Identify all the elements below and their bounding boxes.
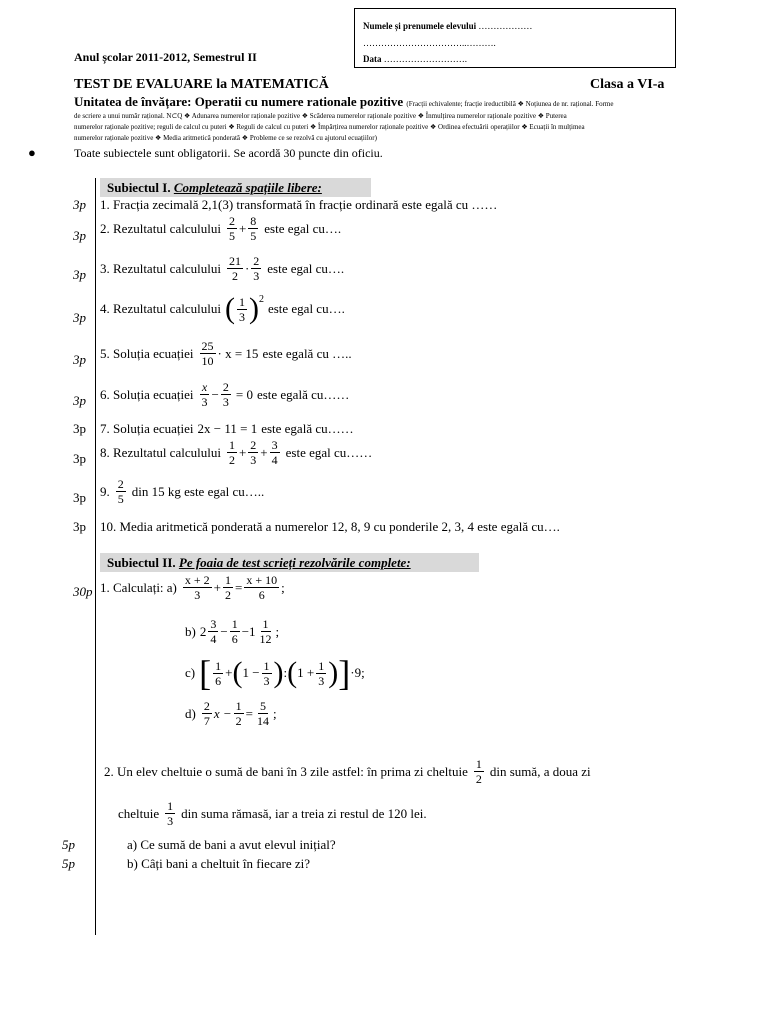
item-1-points: 3p [73, 197, 86, 212]
item-3-text: 3. Rezultatul calculului [100, 260, 221, 276]
ex2-mid: din sumă, a doua zi [489, 763, 591, 779]
item-6-points: 3p [73, 393, 86, 408]
item-6-post: este egală cu…… [256, 386, 350, 402]
school-year: Anul școlar 2011-2012, Semestrul II [74, 50, 257, 64]
ex2-line2-post: din suma rămasă, iar a treia zi restul de 120 lei. [181, 805, 427, 821]
item-10-points: 3p [73, 519, 86, 534]
student-info-box [354, 8, 676, 68]
ex1-d-label: d) [185, 705, 196, 721]
item-8-post: este egal cu…… [285, 444, 373, 460]
item-9-points: 3p [73, 490, 86, 505]
ex1-d: d) $\frac{2}{7}$ x − $\frac{1}{2}$ = $\frac{5}{14}$ ; [185, 699, 277, 728]
item-3-post: este egal cu…. [267, 260, 345, 276]
item-5-points: 3p [73, 352, 86, 367]
ex2-line-2: cheltuie $\frac{1}{3}$ din suma rămasă, iar a treia zi restul de 120 lei. [118, 799, 427, 828]
item-5-post: este egală cu ….. [262, 345, 352, 361]
ex1-label: 1. Calculați: a) [100, 579, 177, 595]
unit-line [74, 94, 613, 110]
item-6-text: 6. Soluția ecuației [100, 386, 194, 402]
unit-topics-4: numerelor raționale pozitive ❖ Media aritmetică ponderată ❖ Probleme ce se rezolvă cu ajutorul ecuațiilor) [74, 134, 377, 142]
unit-topics-2: de scriere a unui număr rațional. N⊂Q ❖ Adunarea numerelor raționale pozitive ❖ Scăderea numerelor raționale pozitive ❖ Înmulțirea numerelor raționale pozitive ❖ Puterea [74, 112, 567, 120]
date-dots: ………………………. [383, 54, 467, 64]
question-b: b) Câți bani a cheltuit în fiecare zi? [127, 856, 310, 871]
unit-name: Operatii cu numere rationale pozitive [194, 94, 404, 109]
item-3-points: 3p [73, 267, 86, 282]
item-7: 7. Soluția ecuației 2x − 11 = 1 este egală cu…… [100, 421, 354, 436]
class-label: Clasa a VI-a [590, 77, 665, 92]
item-7-post: este egală cu…… [261, 421, 354, 436]
test-title: TEST DE EVALUARE la MATEMATICĂ [74, 77, 329, 92]
student-name-line [363, 21, 532, 31]
ex1-a: 1. Calculați: a) $\frac{x + 2}{3}$ + $\frac{1}{2}$ = $\frac{x + 10}{6}$ ; [100, 573, 285, 602]
subject1-instruction: Completează spațiile libere: [173, 180, 322, 195]
item-8: 8. Rezultatul calculului $\frac{1}{2}$ + $\frac{2}{3}$ + $\frac{3}{4}$ este egal cu…… [100, 438, 373, 467]
subject2-header [100, 553, 479, 572]
question-a: a) Ce sumă de bani a avut elevul inițial? [127, 837, 336, 852]
ex1-b: b) 2 $\frac{3}{4}$ − $\frac{1}{6}$ −1 $\frac{1}{12}$ ; [185, 617, 280, 646]
ex1-c: c) [ $\frac{1}{6}$ + ( 1 − $\frac{1}{3}$ ) : ( 1 + $\frac{1}{3}$ ) ] ·9; [185, 653, 365, 693]
item-2-post: este egal cu…. [264, 220, 342, 236]
ex1-c-label: c) [185, 665, 196, 680]
item-4-post: este egal cu…. [267, 301, 345, 316]
item-8-text: 8. Rezultatul calculului [100, 444, 221, 460]
subject2-label: Subiectul II. [107, 555, 176, 570]
qb-points: 5p [62, 856, 75, 871]
general-note: Toate subiectele sunt obligatorii. Se acordă 30 puncte din oficiu. [74, 146, 383, 160]
item-5: 5. Soluția ecuației $\frac{25}{10}$ · x = 15 este egală cu ….. [100, 339, 352, 368]
unit-topics-1: (Fracții echivalente; fracție ireductibilă ❖ Noțiunea de nr. rațional. Forme [406, 100, 614, 108]
item-2: 2. Rezultatul calculului $\frac{2}{5}$ + $\frac{8}{5}$ este egal cu…. [100, 214, 342, 243]
student-name-label: Numele și prenumele elevului [363, 21, 477, 31]
item-8-points: 3p [73, 451, 86, 466]
qa-points: 5p [62, 837, 75, 852]
ex2-line2-pre: cheltuie [118, 805, 160, 821]
ex1-points: 30p [73, 584, 93, 599]
item-4-text: 4. Rezultatul calculului [100, 301, 221, 316]
bullet-icon: ● [28, 145, 36, 160]
unit-topics-3: numerelor raționale pozitive; reguli de calcul cu puteri ❖ Reguli de calcul cu puteri ❖ Împărțirea numerelor raționale pozitive ❖ Ordinea efectuării operațiilor ❖ Ecuații în mulțimea [74, 123, 585, 131]
item-10: 10. Media aritmetică ponderată a numerelor 12, 8, 9 cu ponderile 2, 3, 4 este egală cu…. [100, 519, 560, 534]
subject2-instruction: Pe foaia de test scrieți rezolvările complete: [178, 555, 411, 570]
item-3: 3. Rezultatul calculului $\frac{21}{2}$ · $\frac{2}{3}$ este egal cu…. [100, 254, 345, 283]
item-4-points: 3p [73, 310, 86, 325]
margin-line [95, 178, 96, 935]
item-5-text: 5. Soluția ecuației [100, 345, 194, 361]
student-name-line-2: ……………………………..………. [363, 38, 496, 48]
item-7-points: 3p [73, 421, 86, 436]
item-4: 4. Rezultatul calculului ( $\frac{1}{3}$ ) $^2$ este egal cu…. [100, 292, 345, 325]
item-2-text: 2. Rezultatul calculului [100, 220, 221, 236]
ex2-line-1: 2. Un elev cheltuie o sumă de bani în 3 zile astfel: în prima zi cheltuie $\frac{1}{2}$ din sumă, a doua zi [104, 757, 591, 786]
item-2-points: 3p [73, 228, 86, 243]
date-label: Data [363, 54, 382, 64]
item-7-text: 7. Soluția ecuației [100, 421, 194, 436]
subject1-header [100, 178, 371, 197]
unit-label: Unitatea de învățare: [74, 94, 192, 109]
ex1-b-label: b) [185, 623, 196, 639]
ex2-text: 2. Un elev cheltuie o sumă de bani în 3 zile astfel: în prima zi cheltuie [104, 763, 468, 779]
item-6: 6. Soluția ecuației $\frac{x}{3}$ − $\frac{2}{3}$ = 0 este egală cu…… [100, 380, 350, 409]
subject1-label: Subiectul I. [107, 180, 171, 195]
item-9: 9. $\frac{2}{5}$ din 15 kg este egal cu….. [100, 477, 265, 506]
item-9-post: din 15 kg este egal cu….. [131, 483, 265, 499]
date-line [363, 54, 467, 64]
item-1: 1. Fracția zecimală 2,1(3) transformată în fracție ordinară este egală cu …… [100, 197, 498, 212]
item-9-text: 9. [100, 483, 110, 499]
student-name-dots: ……………… [478, 21, 533, 31]
